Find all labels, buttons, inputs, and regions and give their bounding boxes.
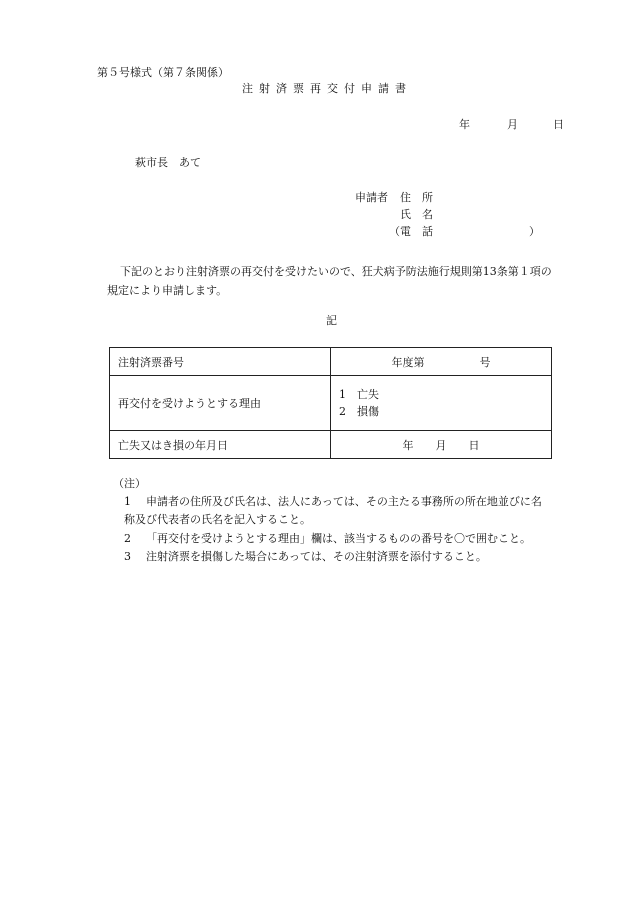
applicant-address-label: 住 所 (400, 191, 433, 204)
notes-heading: （注） (113, 477, 146, 490)
note-text: 「再交付を受けようとする理由」欄は、該当するものの番号を〇で囲むこと。 (146, 532, 531, 545)
page-title: 注射済票再交付申請書 (242, 82, 412, 95)
reason-option-damage[interactable]: 2 損傷 (339, 405, 379, 418)
table-row (110, 376, 552, 431)
note-text-continued: 称及び代表者の氏名を記入すること。 (124, 513, 311, 526)
applicant-phone-close: ） (529, 225, 540, 238)
row-label-tag-number: 注射済票番号 (110, 348, 331, 376)
note-number: 2 (124, 532, 131, 545)
note-number: 3 (124, 550, 131, 563)
tag-number-field[interactable]: 年度第 号 (331, 348, 552, 376)
note-item (124, 493, 564, 529)
note-text: 申請者の住所及び氏名は、法人にあっては、その主たる事務所の所在地並びに名 (146, 495, 542, 508)
date-month: 月 (507, 118, 518, 131)
table-row (110, 348, 552, 376)
note-item (124, 548, 564, 566)
table-row (110, 431, 552, 459)
row-label-loss-date: 亡失又はき損の年月日 (110, 431, 331, 459)
applicant-label: 申請者 (355, 191, 388, 204)
addressee: 萩市長 あて (135, 156, 201, 169)
date-line (459, 119, 564, 130)
form-number: 第５号様式（第７条関係） (97, 66, 229, 79)
reason-field[interactable] (331, 376, 552, 431)
loss-date-field[interactable]: 年 月 日 (331, 431, 552, 459)
request-statement: 下記のとおり注射済票の再交付を受けたいので、狂犬病予防法施行規則第13条第１項の規定により申請します。 (107, 265, 552, 297)
row-label-reason: 再交付を受けようとする理由 (110, 376, 331, 431)
date-year: 年 (459, 118, 470, 131)
note-text: 注射済票を損傷した場合にあっては、その注射済票を添付すること。 (146, 550, 487, 563)
date-day: 日 (553, 118, 564, 131)
note-number: 1 (124, 495, 131, 508)
reason-option-loss[interactable]: 1 亡失 (339, 388, 379, 401)
ki-heading: 記 (326, 314, 337, 327)
applicant-phone-label: （電 話 (389, 225, 433, 238)
note-item (124, 530, 564, 548)
application-table (109, 347, 552, 459)
applicant-name-label: 氏 名 (400, 208, 433, 221)
